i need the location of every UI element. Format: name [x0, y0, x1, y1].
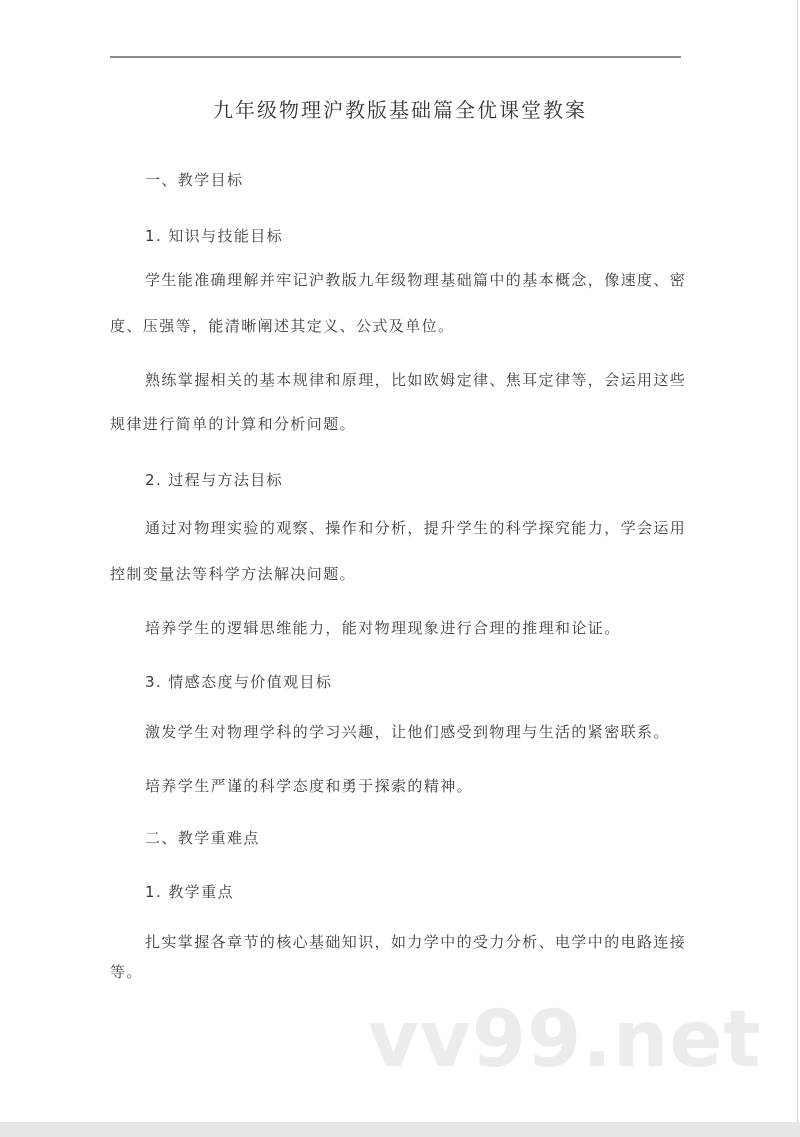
paragraph-line: 熟练掌握相关的基本规律和原理，比如欧姆定律、焦耳定律等，会运用这些 [145, 371, 687, 389]
page-gap [0, 1122, 800, 1137]
subsection-heading: 2. 过程与方法目标 [145, 471, 284, 489]
paragraph-line: 控制变量法等科学方法解决问题。 [110, 565, 357, 583]
paragraph-line: 激发学生对物理学科的学习兴趣，让他们感受到物理与生活的紧密联系。 [145, 723, 670, 741]
paragraph-line: 度、压强等，能清晰阐述其定义、公式及单位。 [110, 317, 455, 335]
paragraph-line: 培养学生的逻辑思维能力，能对物理现象进行合理的推理和论证。 [145, 619, 621, 637]
paragraph-line: 规律进行简单的计算和分析问题。 [110, 415, 357, 433]
subsection-heading: 1. 知识与技能目标 [145, 227, 284, 245]
header-rule [110, 56, 681, 58]
paragraph-line: 等。 [110, 963, 143, 981]
paragraph-line: 培养学生严谨的科学态度和勇于探索的精神。 [145, 777, 474, 795]
section-heading: 一、教学目标 [145, 171, 244, 189]
section-heading: 二、教学重难点 [145, 829, 260, 847]
paragraph-line: 通过对物理实验的观察、操作和分析，提升学生的科学探究能力，学会运用 [145, 519, 687, 537]
subsection-heading: 1. 教学重点 [145, 883, 234, 901]
watermark: vv99.net [368, 995, 762, 1085]
paragraph-line: 扎实掌握各章节的核心基础知识，如力学中的受力分析、电学中的电路连接 [145, 933, 687, 951]
document-title: 九年级物理沪教版基础篇全优课堂教案 [213, 98, 587, 122]
subsection-heading: 3. 情感态度与价值观目标 [145, 673, 333, 691]
paragraph-line: 学生能准确理解并牢记沪教版九年级物理基础篇中的基本概念，像速度、密 [145, 271, 687, 289]
